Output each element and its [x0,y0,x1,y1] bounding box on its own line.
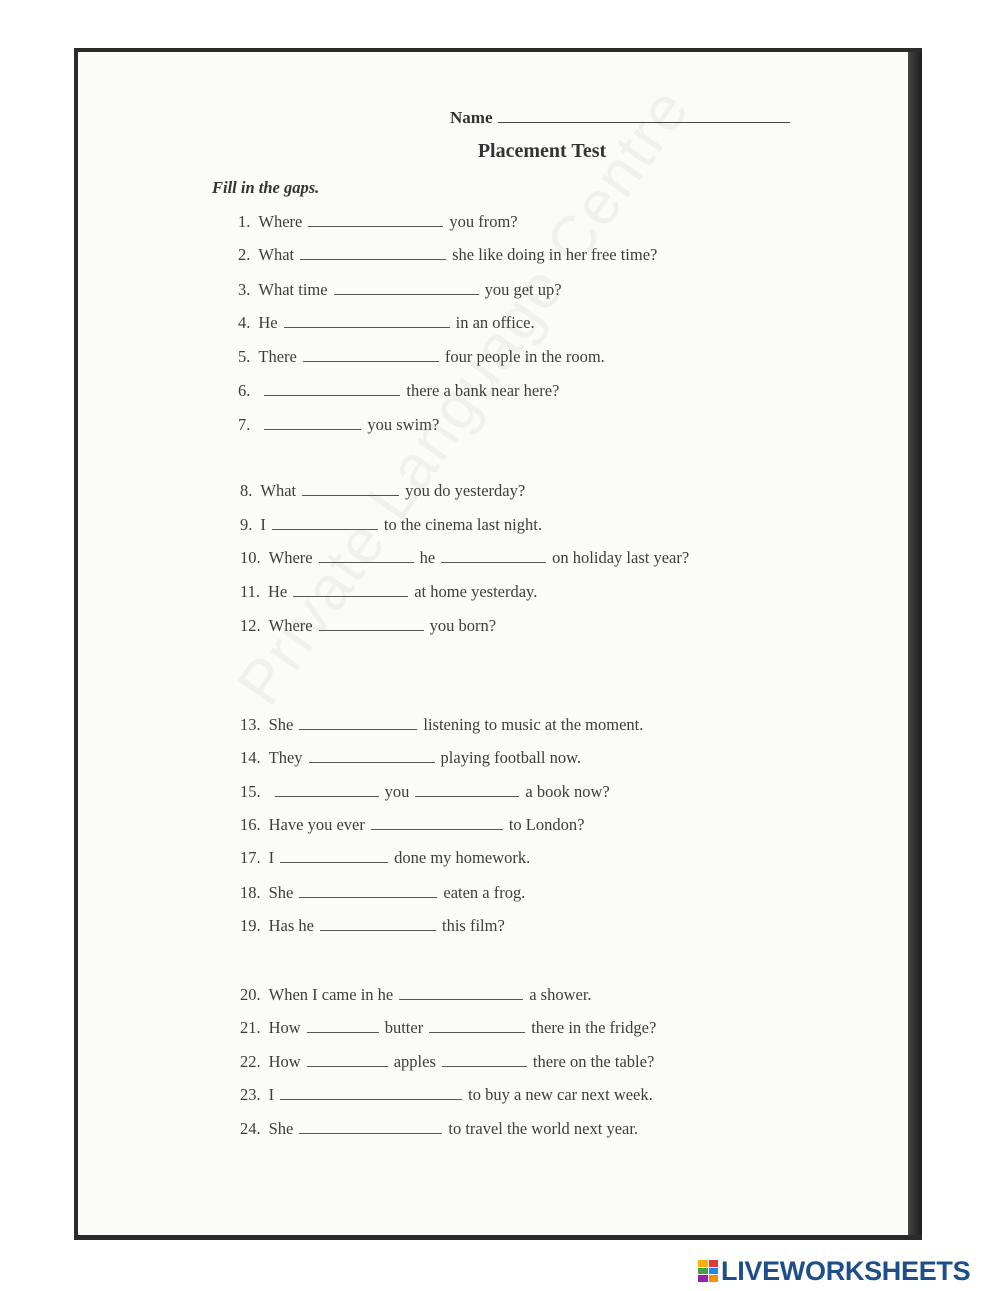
question-22 [240,1052,654,1072]
question-text: butter [384,1018,424,1037]
question-number: 15. [240,782,261,801]
question-number: 22. [240,1052,261,1071]
answer-gap[interactable] [293,594,408,597]
question-text: They [268,748,303,767]
question-text: He [268,582,288,601]
answer-gap[interactable] [307,1064,388,1067]
question-text: How [268,1052,301,1071]
question-text: What [260,481,297,500]
question-text: She [268,715,294,734]
question-19 [240,916,505,936]
answer-gap[interactable] [303,359,439,362]
question-text: to travel the world next year. [448,1119,639,1138]
question-number: 9. [240,515,253,534]
question-23 [240,1085,653,1105]
question-text: she like doing in her free time? [452,245,658,264]
question-5 [238,347,605,367]
question-text: you born? [429,616,497,635]
question-number: 19. [240,916,261,935]
question-text: playing football now. [440,748,582,767]
question-20 [240,985,592,1005]
question-text: I [268,848,275,867]
question-text: a shower. [529,985,592,1004]
question-text: to buy a new car next week. [468,1085,653,1104]
question-number: 1. [238,212,251,231]
question-text: on holiday last year? [552,548,690,567]
question-number: 18. [240,883,261,902]
question-text: apples [393,1052,436,1071]
question-number: 17. [240,848,261,867]
answer-gap[interactable] [429,1030,525,1033]
question-21 [240,1018,656,1038]
question-number: 12. [240,616,261,635]
liveworksheets-mark-icon [698,1260,718,1282]
question-text: there in the fridge? [531,1018,657,1037]
liveworksheets-logo [698,1256,970,1286]
question-text: I [260,515,266,534]
question-text: What time [258,280,328,299]
answer-gap[interactable] [264,427,361,430]
answer-gap[interactable] [264,393,400,396]
answer-gap[interactable] [275,794,379,797]
answer-gap[interactable] [284,325,450,328]
question-number: 6. [238,381,251,400]
question-text: Where [268,616,313,635]
question-number: 14. [240,748,261,767]
question-text: he [419,548,436,567]
answer-gap[interactable] [371,827,503,830]
question-number: 11. [240,582,261,601]
answer-gap[interactable] [300,257,446,260]
question-16 [240,815,584,835]
question-17 [240,848,530,868]
logo-text: LIVEWORKSHEETS [721,1255,971,1286]
question-text: When I came in he [268,985,394,1004]
question-text: to the cinema last night. [383,515,542,534]
answer-gap[interactable] [319,560,414,563]
question-24 [240,1119,638,1139]
question-number: 2. [238,245,251,264]
answer-gap[interactable] [334,292,479,295]
answer-gap[interactable] [299,1131,442,1134]
name-field [450,108,790,128]
question-number: 8. [240,481,253,500]
question-text: you from? [449,212,518,231]
answer-gap[interactable] [309,760,435,763]
question-text: you get up? [484,280,562,299]
answer-gap[interactable] [442,1064,527,1067]
question-10 [240,548,689,568]
question-9 [240,515,542,535]
name-input-line[interactable] [498,118,790,123]
question-text: Where [268,548,313,567]
question-text: How [268,1018,301,1037]
question-text: done my homework. [394,848,531,867]
question-8 [240,481,525,501]
question-text: there on the table? [532,1052,655,1071]
page-title: Placement Test [477,140,607,162]
answer-gap[interactable] [302,493,399,496]
question-number: 23. [240,1085,261,1104]
question-text: you swim? [367,415,440,434]
question-text: eaten a frog. [443,883,526,902]
question-14 [240,748,581,768]
question-number: 13. [240,715,261,734]
question-text: a book now? [525,782,610,801]
question-text: you [384,782,410,801]
question-2 [238,245,657,265]
answer-gap[interactable] [320,928,436,931]
question-text: you do yesterday? [405,481,526,500]
question-text: Have you ever [268,815,365,834]
question-text: listening to music at the moment. [423,715,644,734]
question-12 [240,616,496,636]
paper-edge-shadow [908,52,922,1235]
question-number: 24. [240,1119,261,1138]
answer-gap[interactable] [272,527,378,530]
question-number: 16. [240,815,261,834]
question-text: She [268,1119,294,1138]
question-text: in an office. [455,313,535,332]
question-text: She [268,883,294,902]
question-number: 4. [238,313,251,332]
answer-gap[interactable] [299,895,437,898]
question-text: There [258,347,297,366]
question-13 [240,715,643,735]
question-text: What [258,245,295,264]
question-text: four people in the room. [444,347,605,366]
question-3 [238,280,562,300]
answer-gap[interactable] [299,727,417,730]
question-text: this film? [441,916,505,935]
answer-gap[interactable] [280,860,388,863]
question-number: 21. [240,1018,261,1037]
question-number: 3. [238,280,251,299]
question-text: at home yesterday. [414,582,538,601]
question-text: I [268,1085,275,1104]
question-6 [238,381,559,401]
question-7 [238,415,439,435]
question-4 [238,313,535,333]
answer-gap[interactable] [307,1030,379,1033]
answer-gap[interactable] [308,224,443,227]
instructions: Fill in the gaps. [212,178,320,197]
question-11 [240,582,537,602]
answer-gap[interactable] [441,560,546,563]
question-number: 5. [238,347,251,366]
name-label: Name [450,108,493,127]
question-15 [240,782,610,802]
question-number: 20. [240,985,261,1004]
question-text: to London? [508,815,585,834]
answer-gap[interactable] [280,1097,462,1100]
answer-gap[interactable] [415,794,519,797]
question-number: 7. [238,415,251,434]
question-18 [240,883,525,903]
question-1 [238,212,518,232]
answer-gap[interactable] [399,997,523,1000]
question-number: 10. [240,548,261,567]
question-text: Has he [268,916,314,935]
question-text: there a bank near here? [406,381,560,400]
answer-gap[interactable] [319,628,424,631]
question-text: He [258,313,278,332]
question-text: Where [258,212,303,231]
